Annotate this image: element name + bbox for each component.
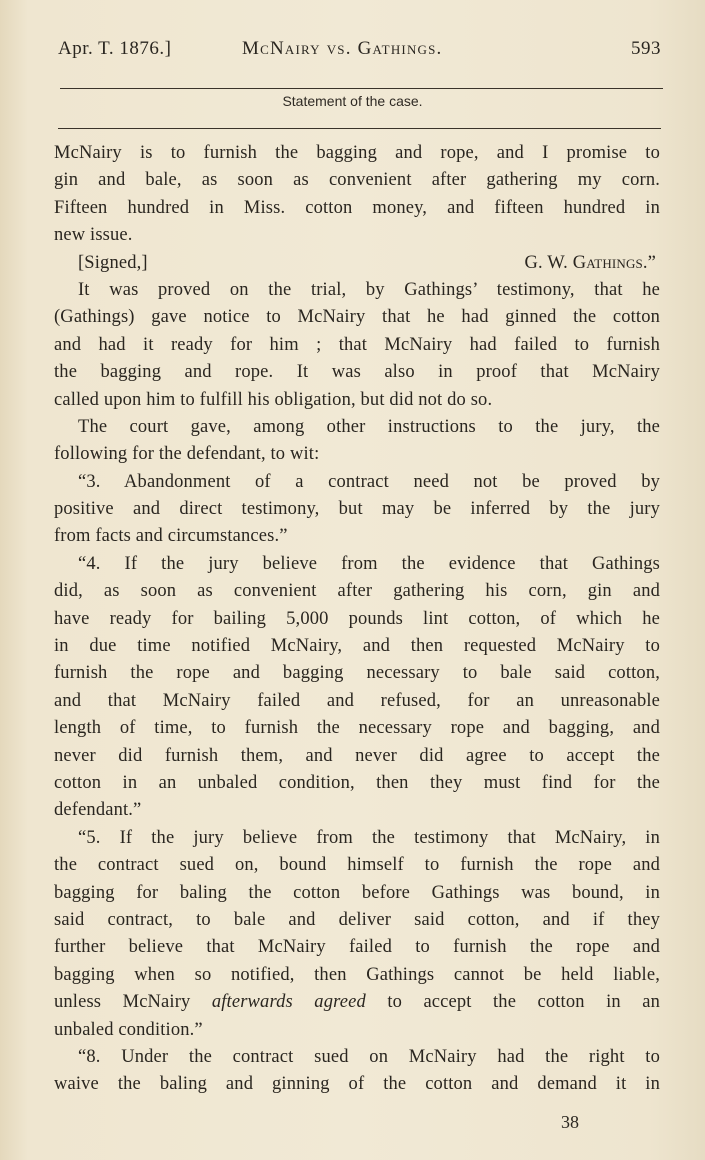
text-line: following for the defendant, to wit: xyxy=(54,444,320,465)
text-line: It was proved on the trial, by Gathings’ testimony, that he xyxy=(78,279,660,300)
running-head-title: McNairy vs. Gathings. xyxy=(242,38,443,59)
text-line: defendant.” xyxy=(54,800,142,821)
text-line: bagging when so notified, then Gathings cannot be held liable, xyxy=(54,964,660,985)
signature-name: G. W. Gathings.” xyxy=(524,252,656,273)
text-line: further believe that McNairy failed to furnish the rope and xyxy=(54,937,660,958)
section-label: Statement of the case. xyxy=(282,93,423,109)
closing-lines xyxy=(54,1017,660,1099)
text-line: and had it ready for him ; that McNairy had failed to furnish xyxy=(54,334,660,355)
text-line: The court gave, among other instructions to the jury, the xyxy=(78,416,660,437)
text-line: bagging for baling the cotton before Gathings was bound, in xyxy=(54,882,660,903)
body-text xyxy=(54,140,660,1099)
signature-mark: 38 xyxy=(561,1112,579,1132)
text-line: waive the baling and ginning of the cotton and demand it in xyxy=(54,1074,660,1095)
text-line: positive and direct testimony, but may be inferred by the jury xyxy=(54,499,660,520)
text-line: in due time notified McNairy, and then requested McNairy to xyxy=(54,636,660,657)
text-line: McNairy is to furnish the bagging and rope, and I promise to xyxy=(54,143,660,163)
text-line: the bagging and rope. It was also in proof that McNairy xyxy=(54,362,660,383)
text-line: “4. If the jury believe from the evidence that Gathings xyxy=(78,553,660,574)
statement-lines xyxy=(54,277,660,989)
text-line: unbaled condition.” xyxy=(54,1019,203,1040)
text-line: “8. Under the contract sued on McNairy had the right to xyxy=(78,1046,660,1067)
text-line: called upon him to fulfill his obligation, but did not do so. xyxy=(54,389,493,410)
header-rule-top xyxy=(60,88,663,89)
text-line: “3. Abandonment of a contract need not be proved by xyxy=(78,471,660,492)
text-line: Fifteen hundred in Miss. cotton money, and fifteen hundred in xyxy=(54,197,660,218)
opening-lines xyxy=(54,140,660,250)
text-line: never did furnish them, and never did agree to accept the xyxy=(54,745,660,766)
text-line: length of time, to furnish the necessary rope and bagging, and xyxy=(54,718,660,739)
header-rule-bottom xyxy=(58,128,661,129)
italic-line-before: unless McNairy xyxy=(54,992,212,1013)
text-line: and that McNairy failed and refused, for an unreasonable xyxy=(54,690,660,711)
italic-phrase: afterwards agreed xyxy=(211,992,366,1013)
text-line: cotton in an unbaled condition, then they must find for the xyxy=(54,772,660,793)
page-number: 593 xyxy=(631,38,661,59)
text-line: did, as soon as convenient after gathering his corn, gin and xyxy=(54,581,660,602)
running-head-term: Apr. T. 1876.] xyxy=(58,38,172,59)
text-line: have ready for bailing 5,000 pounds lint cotton, of which he xyxy=(54,608,660,629)
italic-line xyxy=(54,989,660,1016)
text-line: furnish the rope and bagging necessary to bale said cotton, xyxy=(54,663,660,684)
running-head xyxy=(58,38,661,68)
text-line: (Gathings) gave notice to McNairy that he had ginned the cotton xyxy=(54,307,660,328)
text-line: the contract sued on, bound himself to furnish the rope and xyxy=(54,855,660,876)
signature-line xyxy=(54,250,660,277)
italic-line-after: to accept the cotton in an xyxy=(365,992,660,1013)
text-line: “5. If the jury believe from the testimony that McNairy, in xyxy=(78,827,660,848)
text-line: from facts and circumstances.” xyxy=(54,526,288,547)
text-line: said contract, to bale and deliver said cotton, and if they xyxy=(54,909,660,930)
text-line: gin and bale, as soon as convenient after gathering my corn. xyxy=(54,170,660,191)
text-line: new issue. xyxy=(54,225,133,246)
signature-label: [Signed,] xyxy=(78,252,148,273)
